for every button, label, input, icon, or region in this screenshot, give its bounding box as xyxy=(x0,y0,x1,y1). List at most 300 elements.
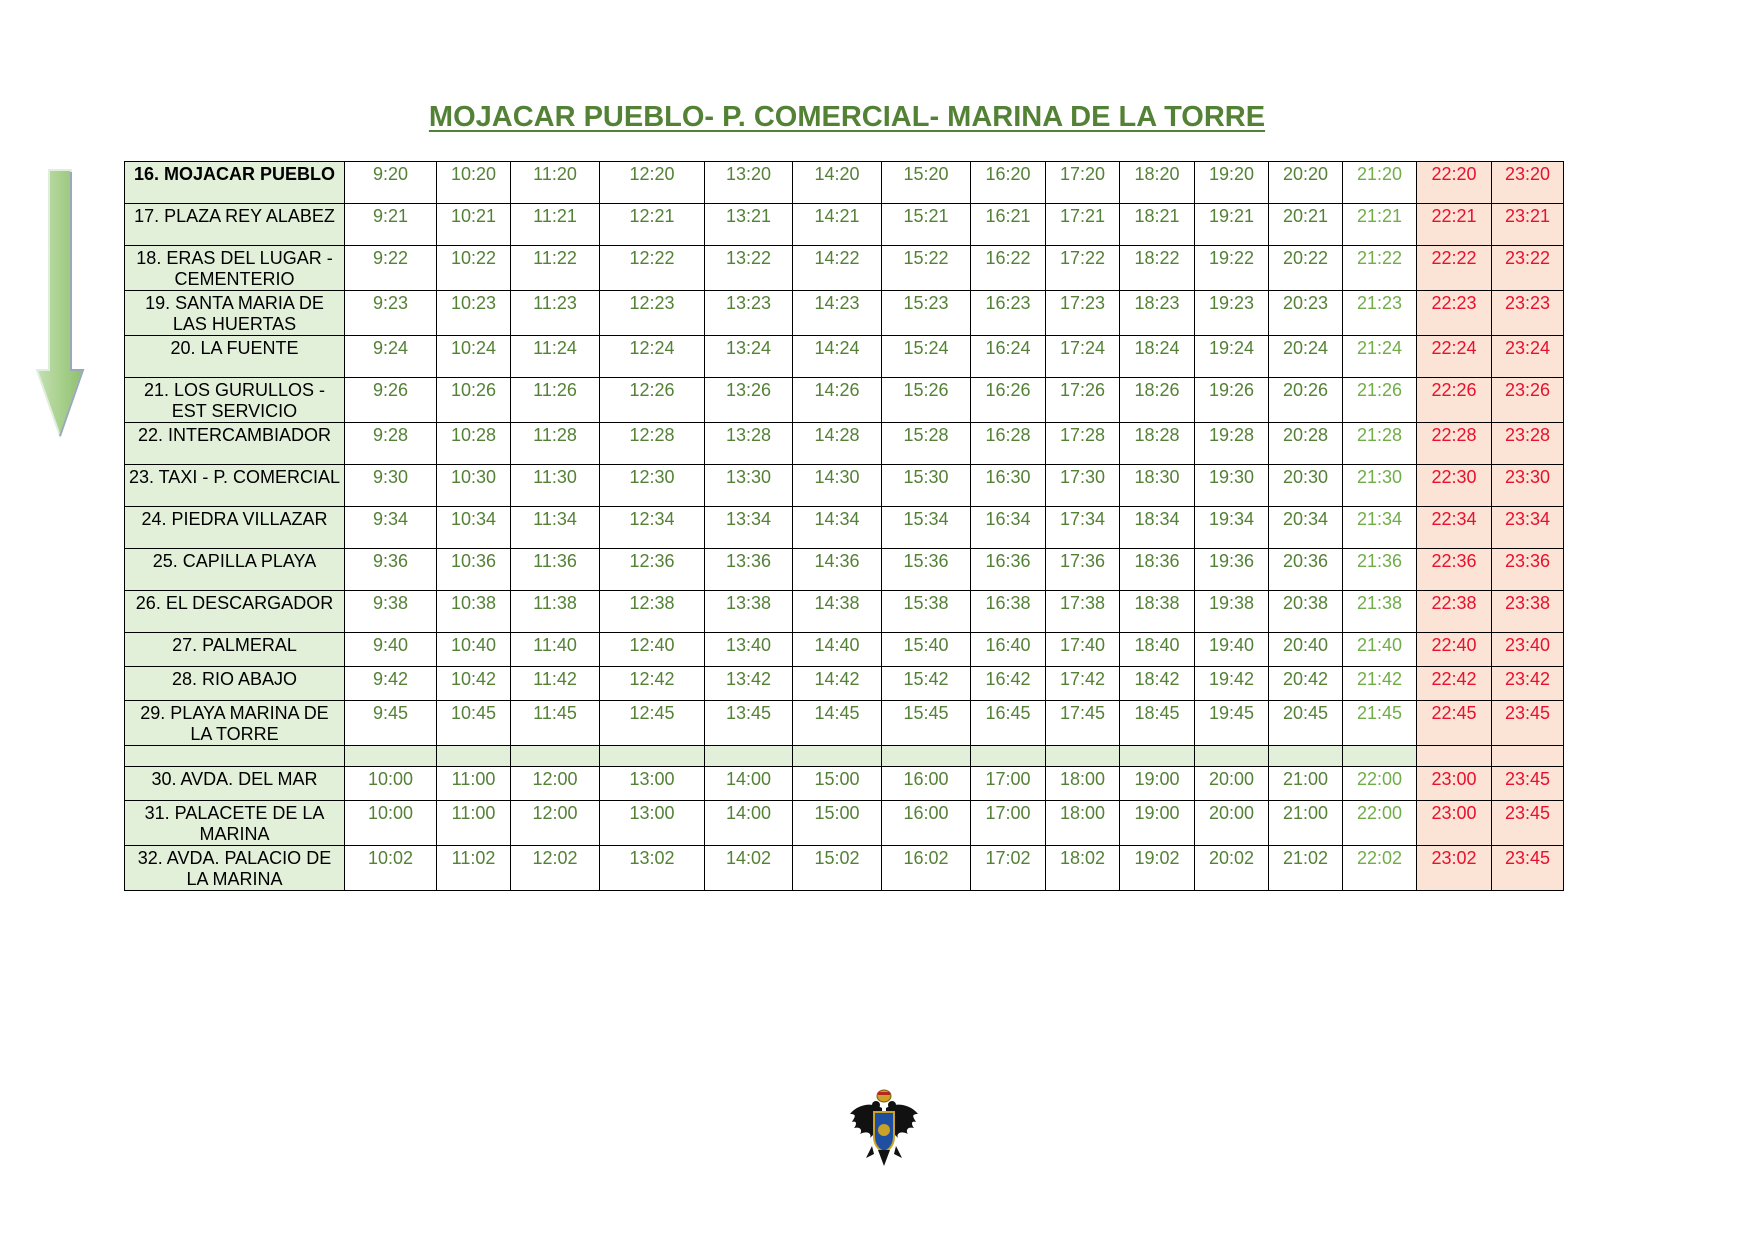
time-cell: 15:38 xyxy=(882,591,971,633)
time-cell: 15:02 xyxy=(793,846,882,891)
time-cell: 13:42 xyxy=(705,667,793,701)
time-cell: 10:20 xyxy=(437,162,511,204)
time-cell: 18:20 xyxy=(1120,162,1195,204)
time-cell: 15:34 xyxy=(882,507,971,549)
time-cell: 15:28 xyxy=(882,423,971,465)
time-cell: 16:20 xyxy=(971,162,1046,204)
time-cell: 18:28 xyxy=(1120,423,1195,465)
stop-name-cell: 19. SANTA MARIA DE LAS HUERTAS xyxy=(125,291,345,336)
time-cell: 10:45 xyxy=(437,701,511,746)
timetable xyxy=(124,161,1564,891)
time-cell: 17:24 xyxy=(1046,336,1120,378)
time-cell: 20:26 xyxy=(1269,378,1343,423)
night-time-cell: 23:02 xyxy=(1417,846,1492,891)
time-cell: 20:21 xyxy=(1269,204,1343,246)
time-cell: 12:42 xyxy=(600,667,705,701)
time-cell: 15:24 xyxy=(882,336,971,378)
time-cell: 20:36 xyxy=(1269,549,1343,591)
time-cell: 9:24 xyxy=(345,336,437,378)
time-cell: 16:45 xyxy=(971,701,1046,746)
time-cell: 16:42 xyxy=(971,667,1046,701)
time-cell: 18:00 xyxy=(1046,767,1120,801)
time-cell: 9:26 xyxy=(345,378,437,423)
separator-row xyxy=(125,746,1564,767)
separator-cell xyxy=(705,746,793,767)
time-cell: 17:22 xyxy=(1046,246,1120,291)
time-cell: 18:02 xyxy=(1046,846,1120,891)
separator-cell xyxy=(1195,746,1269,767)
table-row xyxy=(125,336,1564,378)
night-time-cell: 22:24 xyxy=(1417,336,1492,378)
night-time-cell: 22:36 xyxy=(1417,549,1492,591)
time-cell: 10:28 xyxy=(437,423,511,465)
time-cell: 11:00 xyxy=(437,801,511,846)
stop-name-cell: 21. LOS GURULLOS - EST SERVICIO xyxy=(125,378,345,423)
time-cell: 21:23 xyxy=(1343,291,1417,336)
time-cell: 20:24 xyxy=(1269,336,1343,378)
night-time-cell: 23:45 xyxy=(1492,801,1564,846)
night-time-cell: 22:28 xyxy=(1417,423,1492,465)
time-cell: 9:40 xyxy=(345,633,437,667)
time-cell: 12:21 xyxy=(600,204,705,246)
night-time-cell: 22:42 xyxy=(1417,667,1492,701)
time-cell: 15:42 xyxy=(882,667,971,701)
time-cell: 18:45 xyxy=(1120,701,1195,746)
time-cell: 9:21 xyxy=(345,204,437,246)
time-cell: 15:22 xyxy=(882,246,971,291)
time-cell: 15:26 xyxy=(882,378,971,423)
stop-name-cell: 26. EL DESCARGADOR xyxy=(125,591,345,633)
night-time-cell: 23:34 xyxy=(1492,507,1564,549)
time-cell: 10:24 xyxy=(437,336,511,378)
time-cell: 22:00 xyxy=(1343,767,1417,801)
time-cell: 20:42 xyxy=(1269,667,1343,701)
time-cell: 12:00 xyxy=(511,767,600,801)
time-cell: 11:21 xyxy=(511,204,600,246)
table-row xyxy=(125,246,1564,291)
night-time-cell: 23:45 xyxy=(1492,767,1564,801)
time-cell: 16:21 xyxy=(971,204,1046,246)
night-time-cell: 22:30 xyxy=(1417,465,1492,507)
time-cell: 10:38 xyxy=(437,591,511,633)
time-cell: 11:30 xyxy=(511,465,600,507)
time-cell: 15:40 xyxy=(882,633,971,667)
stop-name-cell: 31. PALACETE DE LA MARINA xyxy=(125,801,345,846)
time-cell: 12:23 xyxy=(600,291,705,336)
time-cell: 21:20 xyxy=(1343,162,1417,204)
night-time-cell: 22:22 xyxy=(1417,246,1492,291)
time-cell: 19:21 xyxy=(1195,204,1269,246)
table-row xyxy=(125,291,1564,336)
time-cell: 16:34 xyxy=(971,507,1046,549)
time-cell: 11:34 xyxy=(511,507,600,549)
time-cell: 15:23 xyxy=(882,291,971,336)
table-row xyxy=(125,591,1564,633)
stop-name-cell: 16. MOJACAR PUEBLO xyxy=(125,162,345,204)
separator-cell xyxy=(125,746,345,767)
time-cell: 12:28 xyxy=(600,423,705,465)
night-time-cell: 22:20 xyxy=(1417,162,1492,204)
time-cell: 19:22 xyxy=(1195,246,1269,291)
time-cell: 13:02 xyxy=(600,846,705,891)
time-cell: 21:00 xyxy=(1269,767,1343,801)
time-cell: 12:22 xyxy=(600,246,705,291)
time-cell: 14:38 xyxy=(793,591,882,633)
time-cell: 11:24 xyxy=(511,336,600,378)
table-row xyxy=(125,423,1564,465)
night-time-cell: 23:40 xyxy=(1492,633,1564,667)
time-cell: 13:00 xyxy=(600,767,705,801)
time-cell: 18:38 xyxy=(1120,591,1195,633)
time-cell: 17:02 xyxy=(971,846,1046,891)
night-time-cell: 23:36 xyxy=(1492,549,1564,591)
time-cell: 19:40 xyxy=(1195,633,1269,667)
table-row xyxy=(125,846,1564,891)
time-cell: 14:42 xyxy=(793,667,882,701)
time-cell: 16:40 xyxy=(971,633,1046,667)
time-cell: 10:40 xyxy=(437,633,511,667)
time-cell: 21:45 xyxy=(1343,701,1417,746)
table-row xyxy=(125,465,1564,507)
night-time-cell: 23:00 xyxy=(1417,767,1492,801)
time-cell: 11:02 xyxy=(437,846,511,891)
time-cell: 19:38 xyxy=(1195,591,1269,633)
night-time-cell: 22:40 xyxy=(1417,633,1492,667)
stop-name-cell: 23. TAXI - P. COMERCIAL xyxy=(125,465,345,507)
time-cell: 17:40 xyxy=(1046,633,1120,667)
table-row xyxy=(125,701,1564,746)
stop-name-cell: 28. RIO ABAJO xyxy=(125,667,345,701)
night-time-cell: 22:21 xyxy=(1417,204,1492,246)
time-cell: 13:45 xyxy=(705,701,793,746)
time-cell: 14:00 xyxy=(705,801,793,846)
time-cell: 20:45 xyxy=(1269,701,1343,746)
time-cell: 12:00 xyxy=(511,801,600,846)
time-cell: 22:02 xyxy=(1343,846,1417,891)
night-time-cell: 23:42 xyxy=(1492,667,1564,701)
time-cell: 9:45 xyxy=(345,701,437,746)
night-time-cell: 22:23 xyxy=(1417,291,1492,336)
time-cell: 20:00 xyxy=(1195,801,1269,846)
separator-cell xyxy=(1492,746,1564,767)
time-cell: 21:30 xyxy=(1343,465,1417,507)
time-cell: 15:20 xyxy=(882,162,971,204)
time-cell: 16:38 xyxy=(971,591,1046,633)
time-cell: 16:00 xyxy=(882,801,971,846)
table-row xyxy=(125,633,1564,667)
time-cell: 17:20 xyxy=(1046,162,1120,204)
night-time-cell: 23:20 xyxy=(1492,162,1564,204)
page-title: MOJACAR PUEBLO- P. COMERCIAL- MARINA DE LA TORRE xyxy=(428,101,1266,133)
time-cell: 19:30 xyxy=(1195,465,1269,507)
time-cell: 11:28 xyxy=(511,423,600,465)
time-cell: 19:34 xyxy=(1195,507,1269,549)
time-cell: 18:26 xyxy=(1120,378,1195,423)
stop-name-cell: 32. AVDA. PALACIO DE LA MARINA xyxy=(125,846,345,891)
time-cell: 21:24 xyxy=(1343,336,1417,378)
separator-cell xyxy=(971,746,1046,767)
stop-name-cell: 17. PLAZA REY ALABEZ xyxy=(125,204,345,246)
time-cell: 15:30 xyxy=(882,465,971,507)
time-cell: 10:23 xyxy=(437,291,511,336)
time-cell: 17:00 xyxy=(971,801,1046,846)
separator-cell xyxy=(437,746,511,767)
time-cell: 13:22 xyxy=(705,246,793,291)
time-cell: 13:30 xyxy=(705,465,793,507)
time-cell: 9:34 xyxy=(345,507,437,549)
time-cell: 13:38 xyxy=(705,591,793,633)
time-cell: 20:00 xyxy=(1195,767,1269,801)
time-cell: 12:26 xyxy=(600,378,705,423)
time-cell: 14:00 xyxy=(705,767,793,801)
time-cell: 18:36 xyxy=(1120,549,1195,591)
time-cell: 21:34 xyxy=(1343,507,1417,549)
time-cell: 13:26 xyxy=(705,378,793,423)
separator-cell xyxy=(793,746,882,767)
time-cell: 20:34 xyxy=(1269,507,1343,549)
time-cell: 19:23 xyxy=(1195,291,1269,336)
time-cell: 16:02 xyxy=(882,846,971,891)
table-row xyxy=(125,507,1564,549)
time-cell: 17:36 xyxy=(1046,549,1120,591)
time-cell: 18:42 xyxy=(1120,667,1195,701)
time-cell: 12:20 xyxy=(600,162,705,204)
time-cell: 10:42 xyxy=(437,667,511,701)
time-cell: 10:30 xyxy=(437,465,511,507)
time-cell: 20:40 xyxy=(1269,633,1343,667)
time-cell: 17:30 xyxy=(1046,465,1120,507)
time-cell: 11:22 xyxy=(511,246,600,291)
time-cell: 20:38 xyxy=(1269,591,1343,633)
time-cell: 10:22 xyxy=(437,246,511,291)
night-time-cell: 23:30 xyxy=(1492,465,1564,507)
time-cell: 10:34 xyxy=(437,507,511,549)
time-cell: 13:00 xyxy=(600,801,705,846)
time-cell: 11:26 xyxy=(511,378,600,423)
stop-name-cell: 22. INTERCAMBIADOR xyxy=(125,423,345,465)
time-cell: 16:28 xyxy=(971,423,1046,465)
stop-name-cell: 18. ERAS DEL LUGAR - CEMENTERIO xyxy=(125,246,345,291)
time-cell: 17:26 xyxy=(1046,378,1120,423)
separator-cell xyxy=(1046,746,1120,767)
time-cell: 16:23 xyxy=(971,291,1046,336)
time-cell: 16:26 xyxy=(971,378,1046,423)
time-cell: 9:22 xyxy=(345,246,437,291)
time-cell: 15:45 xyxy=(882,701,971,746)
time-cell: 16:22 xyxy=(971,246,1046,291)
time-cell: 14:34 xyxy=(793,507,882,549)
time-cell: 14:36 xyxy=(793,549,882,591)
stop-name-cell: 25. CAPILLA PLAYA xyxy=(125,549,345,591)
time-cell: 10:02 xyxy=(345,846,437,891)
separator-cell xyxy=(1417,746,1492,767)
time-cell: 17:45 xyxy=(1046,701,1120,746)
time-cell: 11:45 xyxy=(511,701,600,746)
time-cell: 16:30 xyxy=(971,465,1046,507)
time-cell: 19:36 xyxy=(1195,549,1269,591)
time-cell: 19:26 xyxy=(1195,378,1269,423)
time-cell: 15:36 xyxy=(882,549,971,591)
time-cell: 11:36 xyxy=(511,549,600,591)
table-row xyxy=(125,667,1564,701)
time-cell: 14:24 xyxy=(793,336,882,378)
time-cell: 18:40 xyxy=(1120,633,1195,667)
time-cell: 10:26 xyxy=(437,378,511,423)
separator-cell xyxy=(345,746,437,767)
time-cell: 21:28 xyxy=(1343,423,1417,465)
stop-name-cell: 30. AVDA. DEL MAR xyxy=(125,767,345,801)
night-time-cell: 23:45 xyxy=(1492,701,1564,746)
time-cell: 10:21 xyxy=(437,204,511,246)
time-cell: 12:36 xyxy=(600,549,705,591)
time-cell: 20:22 xyxy=(1269,246,1343,291)
time-cell: 20:20 xyxy=(1269,162,1343,204)
time-cell: 14:21 xyxy=(793,204,882,246)
time-cell: 21:02 xyxy=(1269,846,1343,891)
time-cell: 17:42 xyxy=(1046,667,1120,701)
time-cell: 13:20 xyxy=(705,162,793,204)
time-cell: 18:21 xyxy=(1120,204,1195,246)
time-cell: 10:00 xyxy=(345,801,437,846)
time-cell: 13:28 xyxy=(705,423,793,465)
time-cell: 12:02 xyxy=(511,846,600,891)
time-cell: 10:36 xyxy=(437,549,511,591)
night-time-cell: 23:22 xyxy=(1492,246,1564,291)
night-time-cell: 23:21 xyxy=(1492,204,1564,246)
table-row xyxy=(125,162,1564,204)
time-cell: 11:20 xyxy=(511,162,600,204)
time-cell: 22:00 xyxy=(1343,801,1417,846)
time-cell: 12:38 xyxy=(600,591,705,633)
time-cell: 16:00 xyxy=(882,767,971,801)
time-cell: 18:30 xyxy=(1120,465,1195,507)
time-cell: 21:22 xyxy=(1343,246,1417,291)
time-cell: 14:30 xyxy=(793,465,882,507)
night-time-cell: 23:45 xyxy=(1492,846,1564,891)
time-cell: 9:28 xyxy=(345,423,437,465)
time-cell: 12:30 xyxy=(600,465,705,507)
time-cell: 18:23 xyxy=(1120,291,1195,336)
time-cell: 14:20 xyxy=(793,162,882,204)
time-cell: 9:23 xyxy=(345,291,437,336)
time-cell: 18:22 xyxy=(1120,246,1195,291)
night-time-cell: 23:26 xyxy=(1492,378,1564,423)
time-cell: 19:24 xyxy=(1195,336,1269,378)
time-cell: 14:40 xyxy=(793,633,882,667)
time-cell: 17:23 xyxy=(1046,291,1120,336)
night-time-cell: 23:28 xyxy=(1492,423,1564,465)
separator-cell xyxy=(511,746,600,767)
time-cell: 20:28 xyxy=(1269,423,1343,465)
time-cell: 15:21 xyxy=(882,204,971,246)
separator-cell xyxy=(882,746,971,767)
time-cell: 14:26 xyxy=(793,378,882,423)
time-cell: 12:24 xyxy=(600,336,705,378)
stop-name-cell: 27. PALMERAL xyxy=(125,633,345,667)
time-cell: 17:21 xyxy=(1046,204,1120,246)
time-cell: 9:36 xyxy=(345,549,437,591)
time-cell: 9:38 xyxy=(345,591,437,633)
time-cell: 19:42 xyxy=(1195,667,1269,701)
coat-of-arms-logo xyxy=(848,1088,920,1172)
time-cell: 21:36 xyxy=(1343,549,1417,591)
time-cell: 19:00 xyxy=(1120,767,1195,801)
time-cell: 13:24 xyxy=(705,336,793,378)
time-cell: 17:28 xyxy=(1046,423,1120,465)
time-cell: 14:28 xyxy=(793,423,882,465)
table-row xyxy=(125,549,1564,591)
time-cell: 14:22 xyxy=(793,246,882,291)
time-cell: 11:23 xyxy=(511,291,600,336)
time-cell: 13:40 xyxy=(705,633,793,667)
time-cell: 14:23 xyxy=(793,291,882,336)
time-cell: 20:30 xyxy=(1269,465,1343,507)
separator-cell xyxy=(600,746,705,767)
stop-name-cell: 24. PIEDRA VILLAZAR xyxy=(125,507,345,549)
time-cell: 16:36 xyxy=(971,549,1046,591)
time-cell: 19:00 xyxy=(1120,801,1195,846)
time-cell: 9:42 xyxy=(345,667,437,701)
time-cell: 16:24 xyxy=(971,336,1046,378)
night-time-cell: 23:38 xyxy=(1492,591,1564,633)
time-cell: 12:40 xyxy=(600,633,705,667)
time-cell: 21:42 xyxy=(1343,667,1417,701)
time-cell: 19:45 xyxy=(1195,701,1269,746)
time-cell: 9:20 xyxy=(345,162,437,204)
time-cell: 19:28 xyxy=(1195,423,1269,465)
night-time-cell: 23:23 xyxy=(1492,291,1564,336)
night-time-cell: 22:34 xyxy=(1417,507,1492,549)
separator-cell xyxy=(1269,746,1343,767)
stop-name-cell: 29. PLAYA MARINA DE LA TORRE xyxy=(125,701,345,746)
time-cell: 19:02 xyxy=(1120,846,1195,891)
time-cell: 21:38 xyxy=(1343,591,1417,633)
table-row xyxy=(125,378,1564,423)
time-cell: 17:38 xyxy=(1046,591,1120,633)
night-time-cell: 22:45 xyxy=(1417,701,1492,746)
time-cell: 19:20 xyxy=(1195,162,1269,204)
night-time-cell: 23:00 xyxy=(1417,801,1492,846)
time-cell: 11:00 xyxy=(437,767,511,801)
time-cell: 12:34 xyxy=(600,507,705,549)
time-cell: 14:02 xyxy=(705,846,793,891)
time-cell: 21:21 xyxy=(1343,204,1417,246)
time-cell: 18:34 xyxy=(1120,507,1195,549)
time-cell: 10:00 xyxy=(345,767,437,801)
time-cell: 20:02 xyxy=(1195,846,1269,891)
table-row xyxy=(125,801,1564,846)
time-cell: 21:40 xyxy=(1343,633,1417,667)
time-cell: 17:00 xyxy=(971,767,1046,801)
time-cell: 15:00 xyxy=(793,767,882,801)
time-cell: 15:00 xyxy=(793,801,882,846)
night-time-cell: 23:24 xyxy=(1492,336,1564,378)
time-cell: 17:34 xyxy=(1046,507,1120,549)
time-cell: 20:23 xyxy=(1269,291,1343,336)
down-arrow-icon xyxy=(36,168,86,438)
time-cell: 9:30 xyxy=(345,465,437,507)
time-cell: 11:38 xyxy=(511,591,600,633)
stop-name-cell: 20. LA FUENTE xyxy=(125,336,345,378)
time-cell: 18:24 xyxy=(1120,336,1195,378)
time-cell: 11:42 xyxy=(511,667,600,701)
time-cell: 21:00 xyxy=(1269,801,1343,846)
table-row xyxy=(125,767,1564,801)
time-cell: 21:26 xyxy=(1343,378,1417,423)
separator-cell xyxy=(1120,746,1195,767)
time-cell: 12:45 xyxy=(600,701,705,746)
time-cell: 13:34 xyxy=(705,507,793,549)
